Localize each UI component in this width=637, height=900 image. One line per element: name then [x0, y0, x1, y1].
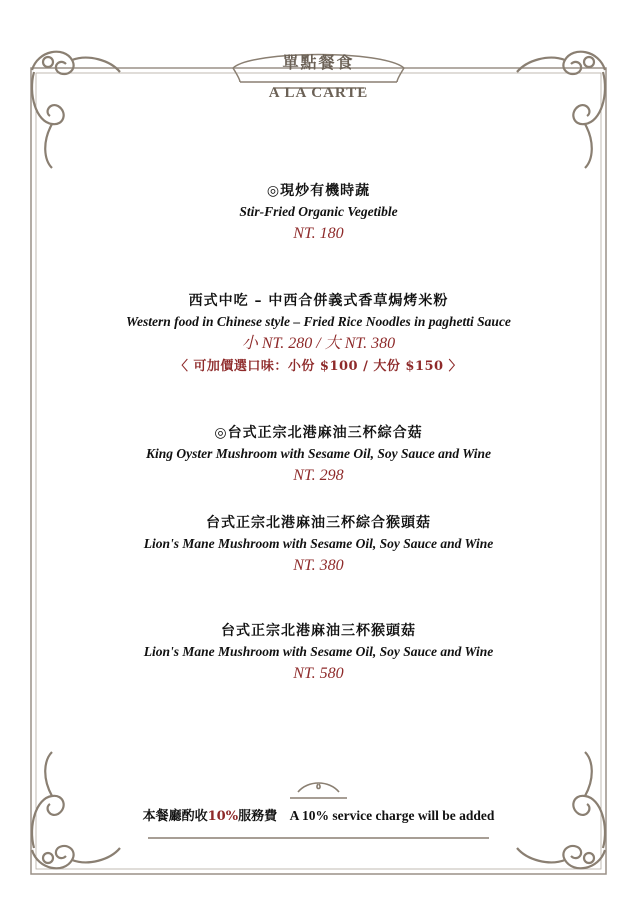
- service-charge-zh-suffix: 服務費: [238, 809, 278, 824]
- service-charge-zh-prefix: 本餐廳酌收: [142, 809, 208, 824]
- item-price: 小 NT. 280 / 大 NT. 380: [241, 335, 396, 352]
- item-name-zh: ◎台式正宗北港麻油三杯綜合菇: [214, 425, 423, 441]
- item-price: NT. 180: [293, 225, 344, 242]
- header-title-zh: 單點餐食: [282, 53, 355, 72]
- item-price: NT. 298: [293, 467, 344, 484]
- item-name-en: Lion's Mane Mushroom with Sesame Oil, Soy Sauce and Wine: [143, 644, 494, 659]
- item-name-en: King Oyster Mushroom with Sesame Oil, Soy Sauce and Wine: [145, 446, 492, 461]
- item-name-zh: 台式正宗北港麻油三杯猴頭菇: [221, 623, 416, 639]
- menu-item: [0, 620, 637, 686]
- item-name-en: Western food in Chinese style – Fried Rice Noodles in paghetti Sauce: [126, 314, 511, 329]
- item-name-en: Stir-Fried Organic Vegetible: [239, 204, 398, 219]
- menu-item: [0, 180, 637, 246]
- menu-item: [0, 290, 637, 378]
- service-charge-note: [0, 805, 637, 824]
- header-title-en: A LA CARTE: [268, 85, 369, 101]
- service-charge-percent: 10%: [207, 809, 239, 824]
- item-name-zh: 西式中吃 – 中西合併義式香草焗烤米粉: [188, 293, 449, 309]
- item-price: NT. 580: [293, 665, 344, 682]
- menu-item: [0, 512, 637, 578]
- item-name-zh: ◎現炒有機時蔬: [266, 183, 371, 199]
- item-price: NT. 380: [293, 557, 344, 574]
- menu-header: [0, 50, 637, 102]
- menu-item: [0, 422, 637, 488]
- item-name-en: Lion's Mane Mushroom with Sesame Oil, Soy Sauce and Wine: [143, 536, 494, 551]
- item-addon-note: 〈 可加價選口味：小份 $100 / 大份 $150 〉: [174, 359, 463, 374]
- item-name-zh: 台式正宗北港麻油三杯綜合猴頭菇: [206, 515, 431, 531]
- service-charge-en: A 10% service charge will be added: [289, 808, 495, 823]
